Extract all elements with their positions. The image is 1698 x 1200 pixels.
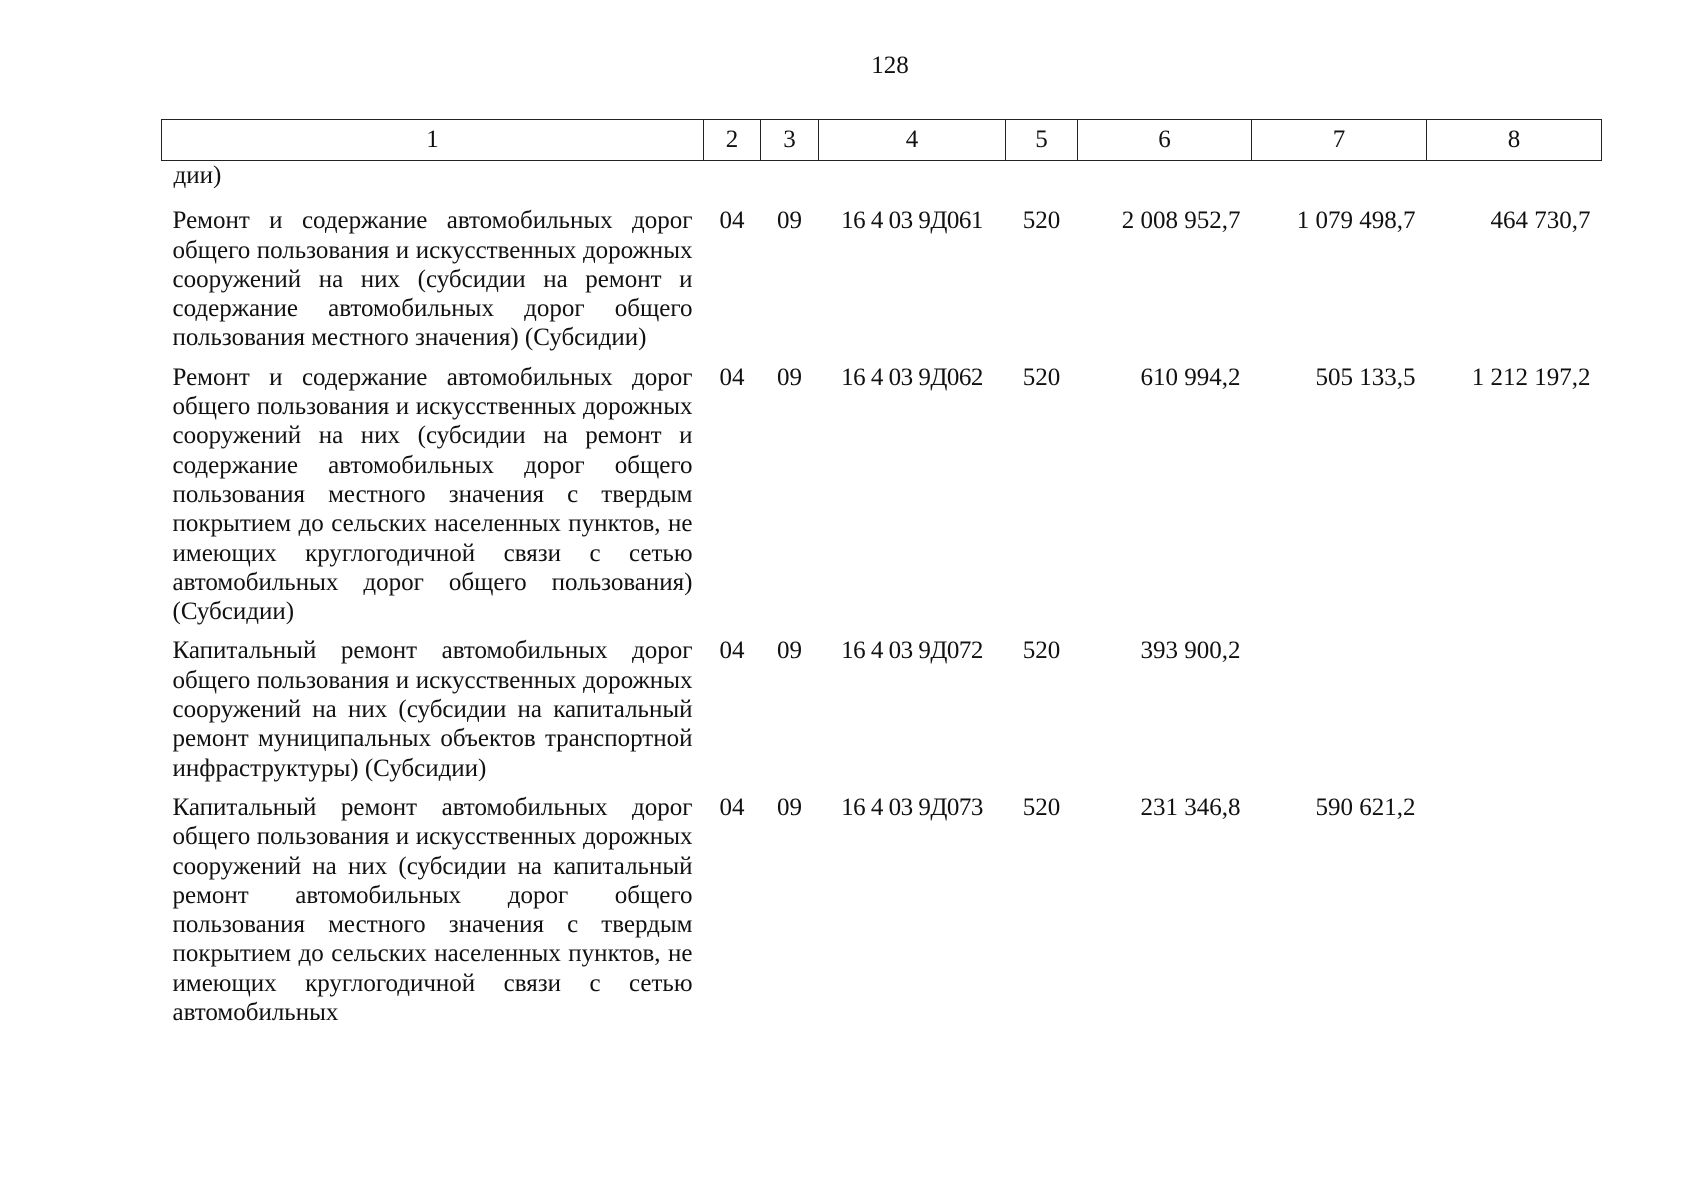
row-description: Ремонт и содержание автомобильных дорог общего пользования и искусственных дорожных сооружений на них (субсидии на ремонт и содержание автомобильных дорог общего пользования местного значения с твердым покрытием до сельских населенных пунктов, не имеющих круглогодичной связи с сетью автомобильных дорог общего пользования) (Субсидии) <box>172 363 693 626</box>
row-amount-2: 590 621,2 <box>1315 793 1416 821</box>
row-target-code: 16 4 03 9Д072 <box>841 637 983 665</box>
row-expense-type: 520 <box>1022 207 1061 235</box>
header-row <box>162 120 1602 161</box>
row-subsection: 09 <box>777 637 802 665</box>
header-col-1: 1 <box>162 120 704 161</box>
row-target-code: 16 4 03 9Д062 <box>841 363 983 391</box>
continuation-text: дии) <box>173 162 222 189</box>
row-amount-2: 505 133,5 <box>1315 363 1416 391</box>
row-amount-2: 1 079 498,7 <box>1296 207 1416 235</box>
row-subsection: 09 <box>777 363 802 391</box>
header-col-2: 2 <box>704 120 761 161</box>
table-header <box>162 120 1602 161</box>
table-row <box>162 636 1602 792</box>
row-amount-3 <box>1427 636 1602 792</box>
row-amount-3: 464 730,7 <box>1490 207 1591 235</box>
header-col-3: 3 <box>761 120 819 161</box>
row-expense-type: 520 <box>1022 793 1061 821</box>
row-section: 04 <box>719 793 745 821</box>
row-target-code: 16 4 03 9Д061 <box>841 207 983 235</box>
table-row <box>162 206 1602 362</box>
row-description: Капитальный ремонт автомобильных дорог общего пользования и искусственных дорожных сооружений на них (субсидии на капитальный ремонт автомобильных дорог общего пользования местного значения с твердым покрытием до сельских населенных пунктов, не имеющих круглогодичной связи с сетью автомобильных <box>172 793 693 1027</box>
row-section: 04 <box>719 363 745 391</box>
row-section: 04 <box>719 637 745 665</box>
header-col-5: 5 <box>1006 120 1078 161</box>
row-target-code: 16 4 03 9Д073 <box>841 793 983 821</box>
row-amount-3: 1 212 197,2 <box>1471 363 1591 391</box>
table-row <box>162 793 1602 1037</box>
row-expense-type: 520 <box>1022 637 1061 665</box>
table-body <box>162 161 1602 1038</box>
row-subsection: 09 <box>777 793 802 821</box>
row-amount-1: 2 008 952,7 <box>1121 207 1241 235</box>
row-expense-type: 520 <box>1022 363 1061 391</box>
row-amount-1: 393 900,2 <box>1140 637 1241 665</box>
page-number: 128 <box>871 52 909 79</box>
row-amount-1: 231 346,8 <box>1140 793 1241 821</box>
header-col-8: 8 <box>1427 120 1602 161</box>
header-col-6: 6 <box>1078 120 1252 161</box>
table-row <box>162 363 1602 637</box>
budget-table <box>161 119 1602 1037</box>
row-amount-2 <box>1252 636 1427 792</box>
row-description: Ремонт и содержание автомобильных дорог общего пользования и искусственных дорожных сооружений на них (субсидии на ремонт и содержание автомобильных дорог общего пользования местного значения) (Субсидии) <box>172 207 693 352</box>
row-section: 04 <box>719 207 745 235</box>
header-col-7: 7 <box>1252 120 1427 161</box>
row-amount-3 <box>1427 793 1602 1037</box>
row-description: Капитальный ремонт автомобильных дорог общего пользования и искусственных дорожных сооружений на них (субсидии на капитальный ремонт муниципальных объектов транспортной инфраструктуры) (Субсидии) <box>172 637 693 782</box>
row-subsection: 09 <box>777 207 802 235</box>
row-amount-1: 610 994,2 <box>1140 363 1241 391</box>
header-col-4: 4 <box>819 120 1006 161</box>
continuation-row <box>162 161 1602 207</box>
